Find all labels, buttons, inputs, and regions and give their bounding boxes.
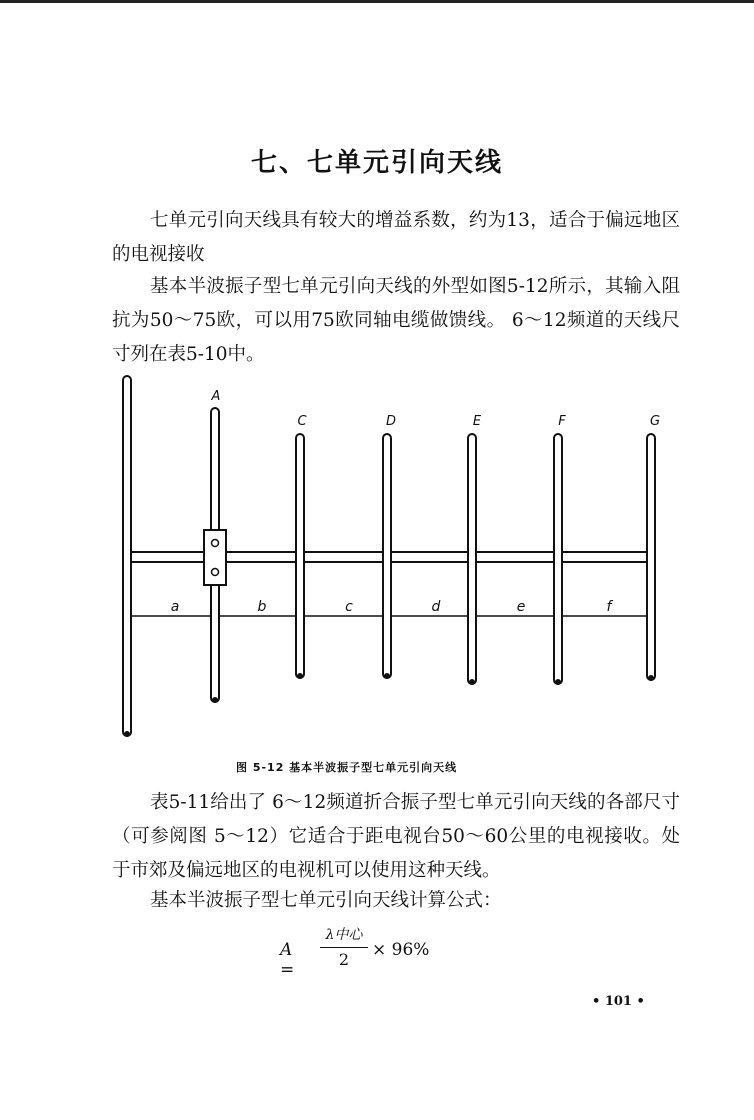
director-element-e	[468, 434, 476, 685]
reflector-element	[123, 376, 131, 737]
spacing-label-d: d	[431, 599, 441, 615]
fraction-bar	[320, 947, 368, 948]
antenna-figure	[112, 372, 692, 752]
spacing-label-e: e	[516, 599, 526, 615]
element-label-d: D	[385, 414, 397, 429]
director-element-f	[554, 434, 562, 685]
paragraph-1: 七单元引向天线具有较大的增益系数，约为13，适合于偏远地区的电视接收	[112, 210, 680, 265]
formula-fraction	[320, 926, 368, 969]
paragraph-3: 表5-11给出了 6～12频道折合振子型七单元引向天线的各部尺寸（可参阅图 5～12）它适合于距电视台50～60公里的电视接收。处于市郊及偏远地区的电视机可以使用这种天线。	[112, 792, 680, 881]
element-label-g: G	[649, 414, 661, 429]
spacing-label-c: c	[345, 599, 353, 615]
element-label-a: A	[211, 389, 221, 404]
antenna-diagram	[112, 372, 692, 752]
section-title: 七、七单元引向天线	[250, 148, 503, 178]
spacing-label-b: b	[257, 599, 267, 615]
spacing-label-f: f	[606, 599, 612, 615]
element-label-c: C	[297, 414, 307, 429]
driven-element-a	[204, 408, 226, 703]
formula-rhs: × 96%	[372, 940, 430, 960]
formula-denominator: 2	[338, 950, 350, 969]
director-element-g	[647, 434, 655, 681]
paragraph-2: 基本半波振子型七单元引向天线的外型如图5-12所示，其输入阻抗为50～75欧，可以用75欧同轴电缆做馈线。 6～12频道的天线尺寸列在表5-10中。	[112, 276, 680, 365]
page-number: • 101 •	[592, 994, 645, 1009]
figure-caption: 图 5-12 基本半波振子型七单元引向天线	[236, 761, 458, 774]
element-label-f: F	[558, 414, 566, 429]
director-element-d	[383, 434, 391, 679]
element-label-e: E	[472, 414, 482, 429]
formula-numerator: λ中心	[325, 927, 363, 943]
formula-lhs: A =	[280, 940, 295, 980]
paragraph-4: 基本半波振子型七单元引向天线计算公式：	[150, 890, 502, 911]
director-element-c	[296, 434, 304, 679]
top-border-line	[0, 0, 754, 3]
spacing-label-a: a	[170, 599, 180, 615]
